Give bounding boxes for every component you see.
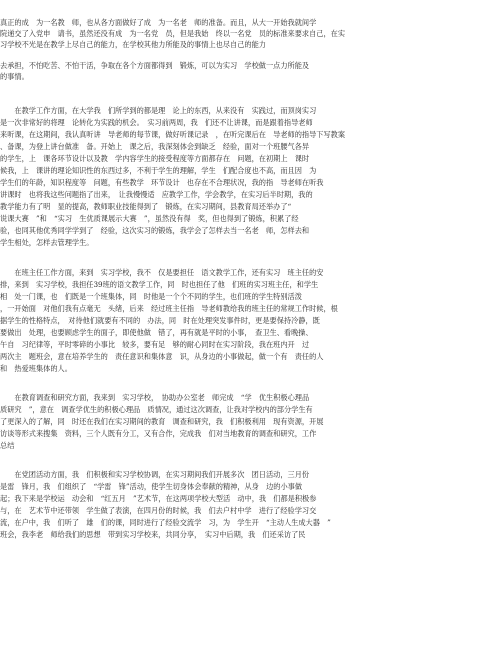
text-line: 据学生的性格特点， 对待他们就要有不同的 办法，同 时在处理突发事件时，更是要保持冷静，既 — [0, 316, 320, 325]
text-line: 在党团活动方面，我 们积极和实习学校协调，在实习期间我们开展多次 团日活动，三月份 — [0, 470, 310, 479]
text-line: 流，在户中，我 们听了 雄 们的课，同时进行了经验交流学 习，为 学生开 “主动人生成大器 ” — [0, 518, 331, 527]
text-line: 访谈等形式来搜集 资料，三个人既有分工，又有合作，完成我 们对当地教育的调查和研究，工作 — [0, 429, 317, 438]
text-line: 两次主 题班会，意在培养学生的 责任意识和集体意 识，从身边的小事做起，做一个有 责任的人 — [0, 352, 324, 361]
text-line: 相 处一门课，也 们既是一个班集体，同 时他是一个个不同的学生，也们班的学生特别活泼 — [0, 292, 302, 301]
text-line: 真正的成 为一名教 师，也从各方面做好了成 为一名老 师的准备。而且，从大一开始我就间学 — [0, 18, 317, 27]
text-line: 排，来到 实习学校，我担任39班的语文教学工作，同 时也担任了他 们班的实习班主任，和学生 — [0, 280, 319, 289]
text-line: 和 热爱班集体的人。 — [0, 364, 72, 373]
text-line: 学生们的年龄，知识程度等 问题，有些教学 环节设计 也存在不合理状况，我的指 导老师在听我 — [0, 178, 324, 187]
text-line: 去承担，不怕吃苦、不怕干活，争取在各个方面都得到 锻炼，可以为实习 学校做一点力所能及 — [0, 61, 310, 70]
text-line: 午自 习纪律等，平时零碎的小事比 较多，要有足 够的耐心同时在实习阶段，我在班内开 过 — [0, 340, 310, 349]
text-line: 班会，我李老 师给我们的思想 带到实习学校来，共同分享， 实习中后期，我 们还采访了民 — [0, 530, 306, 539]
text-line: 来听课，在这期间，我认真听讲 导老师的每节课，做好听课记录 ，在听完课后在 导老师的指导下写教案 — [0, 130, 346, 139]
text-line: ，一开始面 对他们我有点毫无 头绪，后来 经过班主任指 导老师教给我的班主任的常规工作时候，根 — [0, 304, 338, 313]
text-line: 在教学工作方面，在大学我 们所学到的都是理 论上的东西，从来没有 实践过，而顶岗实习 — [0, 106, 317, 115]
text-line: 验，也同其他优秀同学学到了 经验，这次实习的锻炼，我学会了怎样去当一名老 师，怎样去和 — [0, 226, 310, 235]
paragraph-divider — [0, 93, 500, 94]
text-line: 教学能力有了明 显的提高，教师职业技能得到了 锻炼，在实习期间，县教育局还举办了“ — [0, 202, 292, 211]
text-line: 说课大赛 ”和 “实习 生优质课展示大赛 ”，虽然没有得 奖，但也得到了锻炼，积累了经 — [0, 214, 299, 223]
text-line: 在教育调查和研究方面，我来到 实习学校， 协助办公室老 师完成 “学 优生积极心理品 — [0, 393, 310, 402]
text-line: 学生相处，怎样去管理学生。 — [0, 238, 94, 247]
text-line: 、备课，为登上讲台做准 备。开始上 课之后，我深刻体会到缺乏 经验，面对一个班腰气各异 — [0, 142, 310, 151]
paragraph-divider — [0, 384, 500, 385]
text-line: 总结 — [0, 441, 15, 450]
text-line: 讲课时 也将我这些问题指了出来， 让我慢慢适 应教学工作，学会教学，在实习后半时期，我的 — [0, 190, 313, 199]
paragraph-divider — [0, 461, 500, 462]
text-line: 的学生，上 课各环节设计以及教 学内容学生的接受程度等方面都存在 问题，在初期上 课时 — [0, 154, 310, 163]
text-line: 候我，上 课讲的理论知识性的东西过多，不利于学生的理解，学生 们配合度也不高，而且因 为 — [0, 166, 317, 175]
text-line: 院递交了入党申 请书，虽然还没有成 为一名党 员，但是我始 终以一名党 员的标准来要求自己，在实 — [0, 29, 346, 38]
text-line: 了更深入的了解，同 时还在我们在实习期间的教育 调查和研究，我 们积极利用 现有资源，开展 — [0, 417, 324, 426]
text-line: 是一次非常好的将理 论转化为实践的机会。 实习前两周，我 们还不让讲课，而是跟着指导老师 — [0, 118, 313, 127]
text-line: 习学校不光是在教学上尽自己的能力，在学校其他力所能及的事情上也尽自己的能力 — [0, 40, 266, 49]
text-line: 是雷 锋月，我 们组织了 “学雷 锋”活动，使学生切身体会奉献的精神，从身 边的小事做 — [0, 482, 303, 491]
text-line: 与，在 艺术节中还带领 学生做了表演，在四月份的时候，我 们去户村中学 进行了经验学习交 — [0, 506, 317, 515]
text-line: 质研究 ”，意在 调查学优生的积极心理品 质情况，通过这次调查，让我对学校内的部分学生有 — [0, 405, 313, 414]
paragraph-divider — [0, 258, 500, 259]
text-line: 的事情。 — [0, 72, 29, 81]
text-line: 起；我下来是学校运 动会和 “红五月 ”艺术节，在这两项学校大型活 动中，我 们都是积极参 — [0, 494, 317, 503]
text-line: 在班主任工作方面，来到 实习学校，我不 仅是要担任 语文教学工作，还有实习 班主任的安 — [0, 268, 324, 277]
text-line: 要做出 处理，也要顾虑学生的面子，即使他做 错了，再有就是平时的小事， 查卫生、看晚操、 — [0, 328, 313, 337]
